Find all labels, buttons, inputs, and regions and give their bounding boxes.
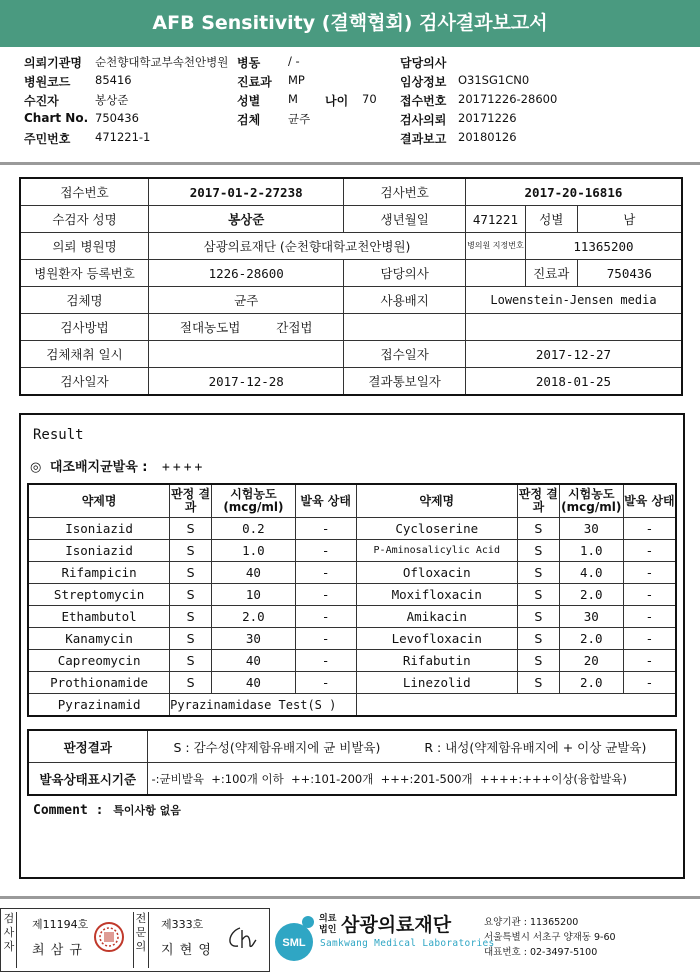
info-label: 진료과 [525, 260, 577, 287]
drug-judge-cell: S [517, 650, 559, 672]
info-label: 검체채취 일시 [20, 341, 149, 368]
header-label: 병동 [237, 56, 261, 70]
drug-conc-cell: 0.2 [211, 518, 295, 540]
drug-judge-cell: S [517, 628, 559, 650]
header-label: 병원코드 [24, 75, 71, 89]
drug-conc-cell: 40 [211, 650, 295, 672]
drug-conc-cell: 2.0 [559, 628, 623, 650]
dob: 471221 [465, 206, 525, 233]
org-name: 삼광의료재단 [341, 914, 452, 936]
report-header [0, 54, 700, 149]
test-no: 2017-20-16816 [465, 178, 682, 206]
header-label: 수진자 [24, 94, 59, 108]
drug-growth-cell: - [295, 672, 356, 694]
pza-value: Pyrazinamidase Test(S ) [170, 694, 356, 717]
drug-conc-cell: 1.0 [559, 540, 623, 562]
header-value: MP [288, 73, 305, 87]
drug-judge-cell: S [170, 562, 212, 584]
info-label: 생년월일 [344, 206, 466, 233]
reg-no: 1226-28600 [149, 260, 344, 287]
drug-judge-cell: S [170, 628, 212, 650]
info-label: 접수일자 [344, 341, 466, 368]
drug-judge-cell: S [170, 606, 212, 628]
header-value: 85416 [95, 73, 132, 87]
method-2: 간접법 [276, 320, 313, 335]
drug-drug-cell: Moxifloxacin [356, 584, 517, 606]
test-date: 2017-12-28 [149, 368, 344, 396]
control-label: 대조배지균발육 : [49, 460, 148, 475]
drug-growth-cell: - [295, 518, 356, 540]
info-label: 성별 [525, 206, 577, 233]
legend-growth-label: 발육상태표시기준 [28, 763, 147, 796]
drug-conc-cell: 30 [559, 518, 623, 540]
drug-conc-cell: 40 [211, 672, 295, 694]
empty-cell [344, 314, 466, 341]
header-label: 임상정보 [400, 75, 447, 89]
drug-drug-cell: Ethambutol [28, 606, 170, 628]
drug-row [28, 606, 676, 628]
info-label: 결과통보일자 [344, 368, 466, 396]
patient-info-table [19, 177, 683, 396]
col-conc: 시험농도 (mcg/ml) [559, 484, 623, 518]
drug-drug-cell: Rifampicin [28, 562, 170, 584]
report-title: AFB Sensitivity (결핵협회) 검사결과보고서 [0, 0, 700, 47]
result-title: Result [33, 427, 84, 443]
drug-drug-cell: Prothionamide [28, 672, 170, 694]
drug-row [28, 540, 676, 562]
drug-judge-cell: S [170, 584, 212, 606]
drug-growth-cell: - [295, 628, 356, 650]
drug-growth-cell: - [623, 606, 676, 628]
drug-judge-cell: S [517, 606, 559, 628]
drug-conc-cell: 4.0 [559, 562, 623, 584]
col-growth: 발육 상태 [295, 484, 356, 518]
drug-drug-cell: Isoniazid [28, 540, 170, 562]
drug-judge-cell: S [517, 672, 559, 694]
col-drug: 약제명 [356, 484, 517, 518]
legend-judge [147, 730, 676, 763]
drug-drug-cell: Levofloxacin [356, 628, 517, 650]
drug-drug-cell: Rifabutin [356, 650, 517, 672]
header-row-4 [0, 111, 700, 130]
drug-judge-cell: S [517, 562, 559, 584]
legend-judge-label: 판정결과 [28, 730, 147, 763]
sex: 남 [577, 206, 682, 233]
header-value: / - [288, 54, 300, 68]
header-label: 의뢰기관명 [24, 56, 82, 70]
info-label: 병의원 지정번호 [465, 233, 525, 260]
drug-conc-cell: 40 [211, 562, 295, 584]
legend-table [27, 729, 677, 796]
drug-row [28, 628, 676, 650]
drug-conc-cell: 30 [559, 606, 623, 628]
header-value: 균주 [288, 112, 311, 126]
hospital-name: 삼광의료재단 (순천향대학교천안병원) [149, 233, 466, 260]
legend-r: R : 내성(약제함유배지에 + 이상 균발육) [424, 739, 647, 755]
drug-growth-cell: - [623, 650, 676, 672]
drug-judge-cell: S [170, 518, 212, 540]
drug-conc-cell: 20 [559, 650, 623, 672]
header-value: M [288, 92, 298, 106]
comment-label: Comment : [33, 803, 104, 818]
header-label: 검체 [237, 113, 261, 127]
col-judge: 판정 결과 [170, 484, 212, 518]
specialist-name: 지 현 영 [161, 943, 212, 958]
drug-conc-cell: 30 [211, 628, 295, 650]
org-english-name: Samkwang Medical Laboratories [320, 938, 495, 949]
header-label: 나이 [325, 94, 349, 108]
col-drug: 약제명 [28, 484, 170, 518]
inspector-no: 제11194호 [32, 918, 89, 931]
drug-row [28, 562, 676, 584]
pza-drug: Pyrazinamid [28, 694, 170, 717]
info-label: 의뢰 병원명 [20, 233, 149, 260]
col-growth: 발육 상태 [623, 484, 676, 518]
info-label: 담당의사 [344, 260, 466, 287]
drug-judge-cell: S [517, 518, 559, 540]
header-label: 검사의뢰 [400, 113, 447, 127]
info-label: 검사방법 [20, 314, 149, 341]
header-label: Chart No. [24, 111, 89, 125]
collect-date [149, 341, 344, 368]
method-1: 절대농도법 [179, 320, 241, 335]
header-label: 진료과 [237, 75, 272, 89]
header-label: 담당의사 [400, 56, 447, 70]
legend-s: S : 감수성(약제함유배지에 균 비발육) [173, 739, 381, 755]
drug-drug-cell: Kanamycin [28, 628, 170, 650]
drug-row [28, 650, 676, 672]
info-label: 병원환자 등록번호 [20, 260, 149, 287]
comment-text: 특이사항 없음 [113, 804, 181, 817]
header-value: 471221-1 [95, 130, 151, 144]
header-value: 봉상준 [95, 93, 129, 107]
info-label: 사용배지 [344, 287, 466, 314]
empty-cell [356, 694, 676, 717]
drug-drug-cell: Isoniazid [28, 518, 170, 540]
header-row-3 [0, 92, 700, 111]
drug-judge-cell: S [517, 584, 559, 606]
divider [0, 162, 700, 165]
signature-image [222, 922, 258, 954]
pza-row [28, 694, 676, 717]
control-marker: ◎ [30, 460, 42, 475]
header-label: 성별 [237, 94, 261, 108]
received-date: 2017-12-27 [465, 341, 682, 368]
control-value: ++++ [162, 460, 206, 475]
drug-growth-cell: - [623, 584, 676, 606]
info-label: 접수번호 [20, 178, 149, 206]
drug-conc-cell: 2.0 [559, 584, 623, 606]
method [149, 314, 344, 341]
patient-name: 봉상준 [149, 206, 344, 233]
header-label: 접수번호 [400, 94, 447, 108]
drug-conc-cell: 1.0 [211, 540, 295, 562]
header-value: 순천향대학교부속천안병원 [95, 55, 229, 69]
divider [0, 896, 700, 899]
notify-date: 2018-01-25 [465, 368, 682, 396]
org-code: 요양기관 : 11365200 [484, 917, 579, 928]
col-conc: 시험농도 (mcg/ml) [211, 484, 295, 518]
drug-conc-cell: 2.0 [559, 672, 623, 694]
drug-row [28, 518, 676, 540]
doctor [465, 260, 525, 287]
header-value: 20171226-28600 [458, 92, 558, 106]
seal-stamp [93, 921, 125, 953]
inspector-label: 검사자 [2, 912, 17, 968]
header-row-5 [0, 130, 700, 149]
drug-drug-cell: Streptomycin [28, 584, 170, 606]
org-prefix: 의료 법인 [319, 914, 337, 935]
drug-drug-cell: P-Aminosalicylic Acid [356, 540, 517, 562]
control-growth [30, 456, 205, 475]
drug-growth-cell: - [623, 672, 676, 694]
drug-drug-cell: Ofloxacin [356, 562, 517, 584]
header-label: 주민번호 [24, 132, 71, 146]
drug-growth-cell: - [295, 562, 356, 584]
drug-conc-cell: 2.0 [211, 606, 295, 628]
drug-judge-cell: S [170, 672, 212, 694]
org-address: 서울특별시 서초구 양재동 9-60 [484, 932, 616, 943]
header-row-2 [0, 73, 700, 92]
header-row-1 [0, 54, 700, 73]
logo-text: SML [282, 937, 306, 949]
drug-drug-cell: Capreomycin [28, 650, 170, 672]
drug-judge-cell: S [170, 540, 212, 562]
specimen: 균주 [149, 287, 344, 314]
drug-judge-cell: S [517, 540, 559, 562]
drug-row [28, 584, 676, 606]
header-value: O31SG1CN0 [458, 73, 530, 87]
drug-growth-cell: - [623, 628, 676, 650]
legend-growth: -:균비발육 +:100개 이하 ++:101-200개 +++:201-500개 ++++:+++이상(융합발육) [147, 763, 676, 796]
drug-growth-cell: - [623, 540, 676, 562]
header-value: 750436 [95, 111, 139, 125]
sml-logo-icon [272, 912, 318, 964]
drug-susceptibility-table [27, 483, 677, 717]
drug-growth-cell: - [295, 606, 356, 628]
dept: 750436 [577, 260, 682, 287]
info-label: 검체명 [20, 287, 149, 314]
specialist-no: 제333호 [161, 918, 204, 931]
drug-growth-cell: - [295, 584, 356, 606]
drug-drug-cell: Amikacin [356, 606, 517, 628]
reception-no: 2017-01-2-27238 [149, 178, 344, 206]
empty-cell [465, 314, 682, 341]
col-judge: 판정 결과 [517, 484, 559, 518]
drug-growth-cell: - [623, 562, 676, 584]
drug-growth-cell: - [295, 650, 356, 672]
drug-row [28, 672, 676, 694]
info-label: 검사일자 [20, 368, 149, 396]
drug-drug-cell: Linezolid [356, 672, 517, 694]
drug-growth-cell: - [623, 518, 676, 540]
header-value: 20180126 [458, 130, 517, 144]
drug-growth-cell: - [295, 540, 356, 562]
designated-no: 11365200 [525, 233, 682, 260]
media: Lowenstein-Jensen media [465, 287, 682, 314]
drug-conc-cell: 10 [211, 584, 295, 606]
info-label: 검사번호 [344, 178, 466, 206]
header-label: 결과보고 [400, 132, 447, 146]
org-phone: 대표번호 : 02-3497-5100 [484, 947, 598, 958]
header-value: 20171226 [458, 111, 517, 125]
info-label: 수검자 성명 [20, 206, 149, 233]
comment [33, 802, 181, 818]
drug-judge-cell: S [170, 650, 212, 672]
drug-drug-cell: Cycloserine [356, 518, 517, 540]
specialist-label: 전문의 [133, 912, 149, 968]
header-value: 70 [362, 92, 377, 106]
inspector-name: 최 삼 규 [32, 943, 83, 958]
